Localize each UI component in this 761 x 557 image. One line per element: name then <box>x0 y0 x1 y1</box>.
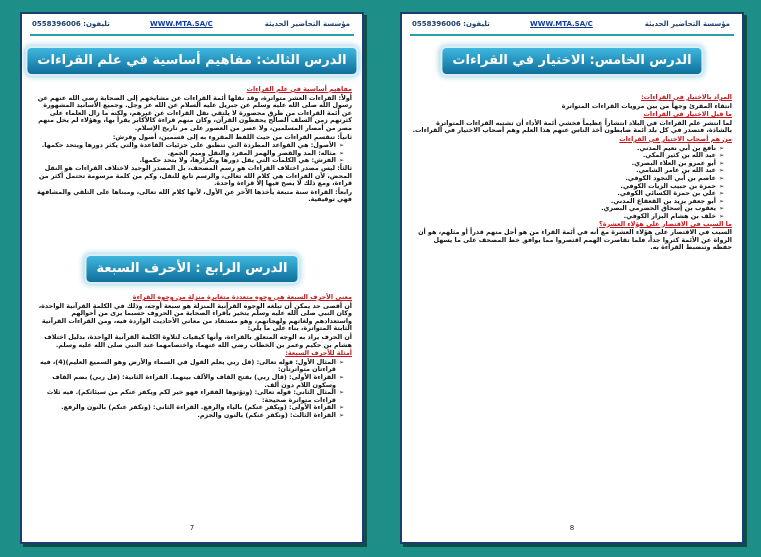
section-heading: مفاهيم أساسية في علم القراءات <box>246 85 352 93</box>
list-item: ➢ المثال الأول: قوله تعالى: (قل ربي يعلم القول في السماء والأرض وهو السميع العليم)(4)، فيه قراءتان متواترتان: <box>32 359 344 374</box>
bullet-list <box>32 359 352 420</box>
paragraph: أن الحرف يراد به الوجه المتعلق بالقراءة، وأنها كيفيات لتلاوة الكلمة القرآنية الواحدة، بدليل اختلاف هشام بن حكيم وعمر بن الخطاب رضي الله عنهما، واختصامهما عند النبي صلى الله عليه وسلم. <box>44 332 352 349</box>
lesson-body <box>32 294 352 420</box>
list-item: ➢ مثاله: المد والقصر والهمز المفرد والنقل وميم الجمع. <box>32 150 344 158</box>
section-heading: المراد بالاختيار في القراءات: <box>641 93 732 101</box>
section-heading: من هم أصحاب الاختيار في القراءات <box>619 134 732 143</box>
list-item: ➢ القراءة الأولى: (قال ربي) بفتح القاف والألف بينهما. القراءة الثانية: (قل ربي) بضم القاف وسكون اللام دون ألف. <box>32 374 344 389</box>
list-item: ➢ عبد الله بن عامر الشامي. <box>412 167 724 175</box>
paragraph: أولاً: القراءات العشر متواترة، وقد نقلها أئمة القراءات عن مشايخهم إلى الصحابة رضي الله عنهم عن رسول الله صلى الله عليه وسلم عن جبريل عليه السلام عن الله عز وجل. وجميع الأسانيد المشهورة عن أئمة القراءات من طرق محصورة لا يلتقي نقل القراءات عن غيرهم، ولكنه ما زال العلماء على كثرتهم زمن السلف الصالح يحفظون القرآن، وكان منهم قراءة كالأكابر يقرأ بها، وهؤلاء لم يخل منهم مصر من أمصار المسلمين، ولا عصر من العصور على مر تاريخ الإسلام. <box>37 93 352 132</box>
header-phone: تلیفون: 0558396006 <box>412 20 490 28</box>
list-item: ➢ عبد الله بن كثير المكي. <box>412 152 724 160</box>
section-heading: ما قبل الاختيار في القراءات <box>643 110 732 119</box>
header-foundation: مؤسسة التحاضير الحديثة <box>264 20 350 28</box>
list-item: ➢ نافع بن أبي نعيم المدني. <box>412 145 724 153</box>
list-item: ➢ الأصول: هي القواعد المطردة التي تنطبق على جزئيات القاعدة والتي يكثر دورها ويتحد حكمها. <box>32 142 344 150</box>
header-divider <box>410 34 734 36</box>
section-heading: أمثلة للأحرف السبعة: <box>285 349 352 358</box>
header-divider <box>30 34 354 36</box>
list-item: ➢ عاصم بن أبي النجود الكوفي. <box>412 175 724 183</box>
list-item: ➢ خلف بن هشام البزار الكوفي. <box>412 213 724 221</box>
paragraph: رابعاً: القراءة سنة متبعة يأخذها الآخر عن الأول، لأنها كلام الله تعالى، ومبناها على التلقي والمشافهة فهي توقيفية. <box>36 187 352 204</box>
list-item: ➢ يعقوب بن إسحاق الحضرمي البصري. <box>412 205 724 213</box>
page-right <box>400 12 744 544</box>
bullet-list <box>412 145 732 221</box>
page-left <box>20 12 364 544</box>
paragraph: أن أقصى حد يمكن أن تبلغه الوجوه القرآنية المنزلة هو سبعة أوجه، وذلك في الكلمة القرآنية الواحدة، وكان النبي صلى الله عليه وسلم يتخير بأقراء الصحابة من الحروف حسبما يرى من أحوالهم واستعدادهم ولغاتهم ولهجاتهم، وهو مستفاد من معاني الأحاديث الواردة فيه، ومن القراءات القرآنية الثابتة المتواترة، بناء على ما يلي: <box>38 301 352 333</box>
list-item: ➢ الفرش: هي الكلمات التي يقل دورها وتكرارها، ولا يتحد حكمها. <box>32 157 344 165</box>
lesson-banner: الدرس الخامس: الاختيار في القراءات <box>442 48 701 74</box>
header-foundation: مؤسسة التحاضير الحديثة <box>644 20 730 28</box>
lesson-body <box>412 94 732 253</box>
section-heading: معنى الأحرف السبعة هي وجوه متعددة متغايرة منزلة من وجوه القراءة <box>132 293 352 301</box>
paragraph: انتقاء المقرئ وجهاً من بين مرويات القراءات المتواترة <box>561 101 732 110</box>
lesson-banner: الدرس الرابع : الأحرف السبعة <box>86 256 297 282</box>
list-item: ➢ أبو جعفر يزيد بن القعقاع المدني. <box>412 198 724 206</box>
page-number: 8 <box>569 524 575 532</box>
page-number: 7 <box>189 524 195 532</box>
list-item: ➢ حمزة بن حبيب الزيات الكوفي. <box>412 183 724 191</box>
paragraph: لما انتشر علم القراءات في البلاد انتشاراً عظيماً فخشي أئمة الأداء أن تشتبه القراءات المتواترة بالشاذة، فتصدر في كل بلد أئمة ضابطون أخذ الناس عنهم هذا العلم وهم أصحاب الاختيار في القراءات. <box>412 118 732 135</box>
list-item: ➢ القراءة الثالث: (ونكفر عنكم) بالنون والجزم. <box>32 412 344 420</box>
lesson-body <box>32 86 352 205</box>
lesson-banner: الدرس الثالث: مفاهيم أساسية في علم القراءات <box>27 48 356 74</box>
section-heading: ما السبب في الاقتصار على هؤلاء العشرة؟ <box>599 219 732 228</box>
paragraph: ثالثاً: ليس مصدر اختلاف القراءات هو رسم المصحف، بل المصدر الوحيد لاختلاف القراءات هو النقل المحض، لأن القراءات هي كلام الله تعالى، والرسم تابع للنقل، وكم من كلمة مرسومة تحتمل أكثر من قراءة، ومع ذلك لا يصح فيها إلا قراءة واحدة. <box>38 163 352 188</box>
list-item: ➢ علي بن حمزة الكسائي الكوفي. <box>412 190 724 198</box>
header-website[interactable]: WWW.MTA.SA/C <box>150 20 213 28</box>
paragraph: ثانياً: تنقسم القراءات من حيث اللفظ المقروء به إلى قسمين، أصول وفرش: <box>112 132 352 141</box>
page-header <box>30 20 354 32</box>
list-item: ➢ أبو عمرو بن العلاء البصري. <box>412 160 724 168</box>
list-item: ➢ القراءة الأولى: (ويكفر عنكم) بالياء والرفع. القراءة الثاني: (ونكفر عنكم) بالنون والرفع. <box>32 404 344 412</box>
header-website[interactable]: WWW.MTA.SA/C <box>530 20 593 28</box>
list-item: ➢ المثال الثاني: قوله تعالى: (وتؤتوها الفقراء فهو خير لكم ويكفر عنكم من سيئاتكم). فيه ثلاث قراءات متواترة صحيحة: <box>32 389 344 404</box>
paragraph: السبب في الاقتصار على هؤلاء العشرة مع أنه في أئمة القراء من هو أجل منهم قدراً أو مثلهم، هو أن الرواة عن الأئمة كثروا جداً، فلما تقاصرت الهمم اقتصروا مما يوافق خط المصحف على ما يسهل حفظه وتنضبط القراءة به. <box>418 228 732 252</box>
page-header <box>410 20 734 32</box>
header-phone: تلیفون: 0558396006 <box>32 20 110 28</box>
bullet-list <box>32 142 352 165</box>
